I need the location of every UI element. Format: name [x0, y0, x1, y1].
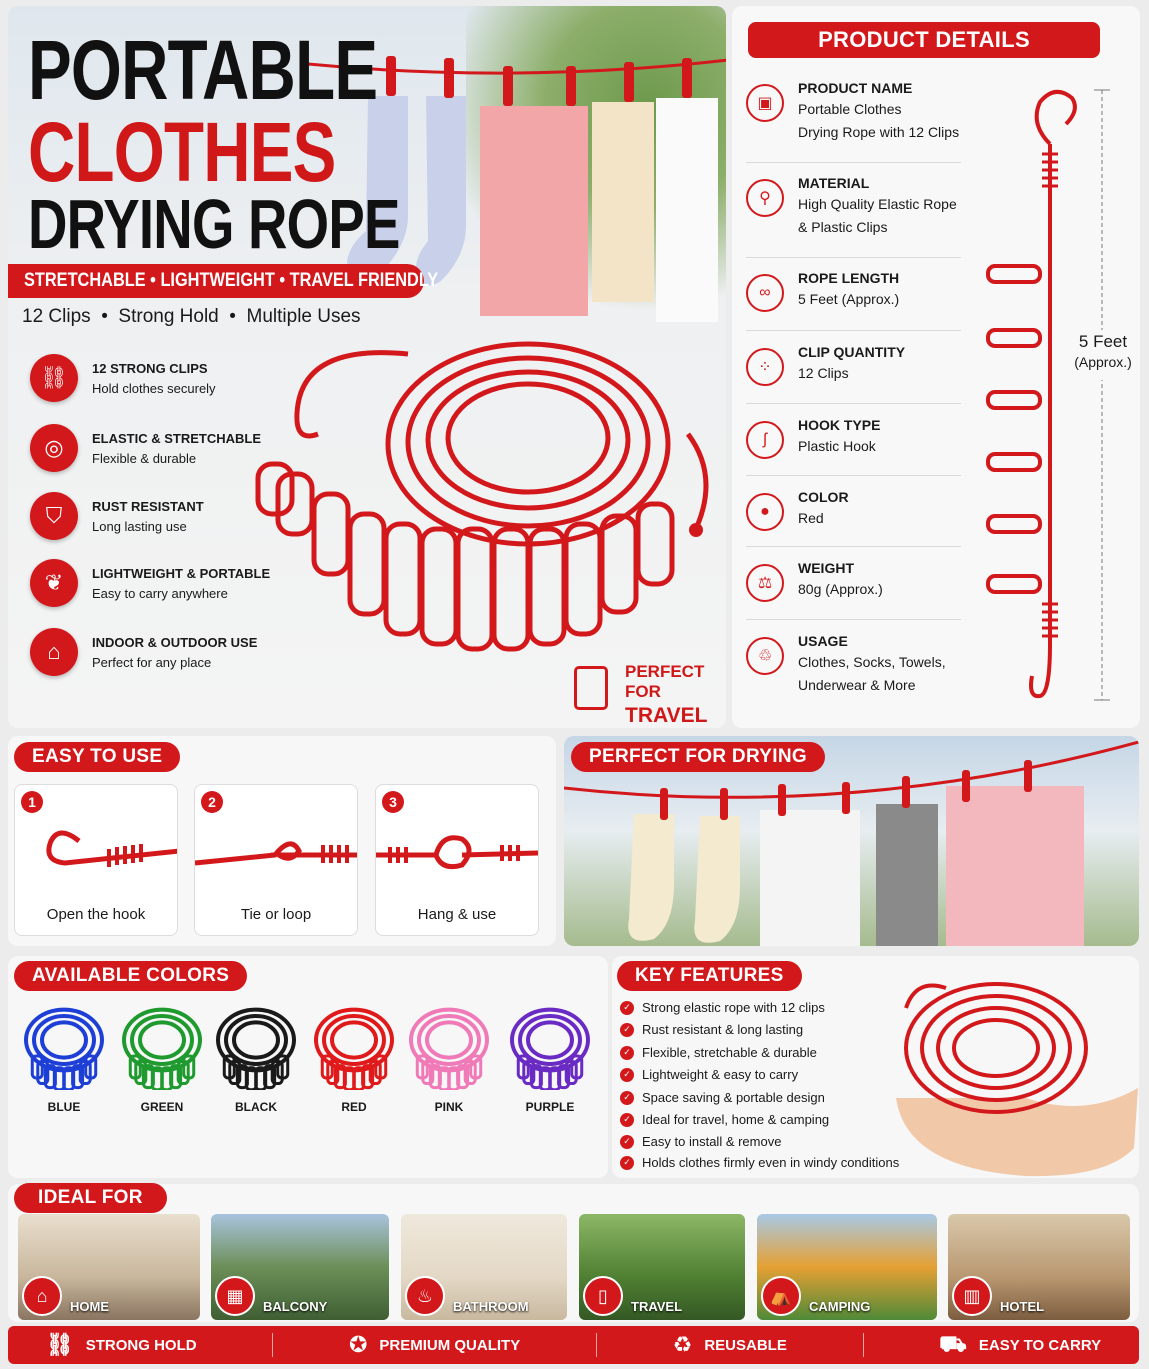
- key-feature-text: Strong elastic rope with 12 clips: [642, 1000, 825, 1015]
- check-icon: ✓: [620, 1135, 634, 1149]
- divider: [746, 546, 961, 547]
- key-feature-text: Space saving & portable design: [642, 1090, 825, 1105]
- feature-item: [30, 559, 270, 607]
- detail-value: 5 Feet (Approx.): [798, 291, 900, 307]
- hero-banner: [8, 264, 439, 298]
- key-feature-item: [620, 1090, 825, 1105]
- ideal-place-camping: [757, 1214, 937, 1320]
- travel-callout-line2: TRAVEL: [625, 704, 708, 727]
- ideal-place-home: [18, 1214, 200, 1320]
- detail-label: CLIP QUANTITY: [798, 344, 906, 360]
- bathtub-icon: ♨: [405, 1276, 445, 1316]
- step-number: 2: [201, 791, 223, 813]
- link-icon: ∞: [746, 274, 784, 312]
- key-feature-item: [620, 1022, 803, 1037]
- detail-row: [746, 560, 961, 602]
- check-icon: ✓: [620, 1046, 634, 1060]
- available-colors-heading: AVAILABLE COLORS: [14, 961, 247, 991]
- hang-icon: [376, 819, 538, 879]
- hero-panel: [8, 6, 726, 728]
- step-card-1: [14, 784, 178, 936]
- footer-item: [939, 1331, 1101, 1360]
- coil-swatch: [309, 1000, 399, 1090]
- link-icon: ⛓: [30, 354, 78, 402]
- hook-icon: ʃ: [746, 421, 784, 459]
- coil-swatch: [404, 1000, 494, 1090]
- feature-desc: Long lasting use: [92, 518, 187, 534]
- luggage-icon: [574, 666, 608, 710]
- detail-row: [746, 489, 961, 531]
- detail-label: COLOR: [798, 489, 849, 505]
- footer-label: REUSABLE: [704, 1336, 787, 1354]
- feature-title: RUST RESISTANT: [92, 498, 204, 514]
- leaf-icon: ❦: [30, 559, 78, 607]
- divider: [746, 403, 961, 404]
- ideal-place-travel: [579, 1214, 745, 1320]
- rope-length-label: [1066, 332, 1140, 370]
- building-icon: ▦: [215, 1276, 255, 1316]
- key-feature-text: Rust resistant & long lasting: [642, 1022, 804, 1037]
- travel-callout: [625, 662, 726, 728]
- key-feature-text: Easy to install & remove: [642, 1134, 782, 1149]
- perfect-drying-heading: PERFECT FOR DRYING: [571, 742, 825, 772]
- ideal-place-label: BATHROOM: [453, 1299, 529, 1314]
- detail-value: 80g (Approx.): [798, 581, 883, 597]
- divider: [863, 1333, 864, 1357]
- footer-item: [46, 1332, 197, 1358]
- step-caption: Hang & use: [417, 906, 497, 923]
- detail-row: [746, 80, 961, 144]
- color-label: BLUE: [47, 1100, 81, 1114]
- detail-value: Drying Rope with 12 Clips: [798, 124, 960, 140]
- tag-icon: ▣: [746, 84, 784, 122]
- step-caption: Tie or loop: [240, 906, 312, 923]
- footer-label: STRONG HOLD: [85, 1336, 197, 1354]
- divider: [746, 257, 961, 258]
- key-feature-item: [620, 1155, 899, 1170]
- recycle-icon: ♻: [672, 1332, 693, 1357]
- key-feature-item: [620, 1045, 817, 1060]
- shield-icon: ⛉: [30, 492, 78, 540]
- feature-title: LIGHTWEIGHT & PORTABLE: [92, 565, 271, 581]
- divider: [746, 475, 961, 476]
- detail-value: 12 Clips: [798, 365, 849, 381]
- ideal-place-bathroom: [401, 1214, 567, 1320]
- ideal-place-hotel: [948, 1214, 1130, 1320]
- rope-length-label-sub: (Approx.): [1074, 354, 1132, 370]
- footer-label: PREMIUM QUALITY: [379, 1336, 521, 1354]
- detail-label: WEIGHT: [798, 560, 854, 576]
- key-feature-item: [620, 1067, 798, 1082]
- divider: [596, 1333, 597, 1357]
- medal-icon: ✪: [348, 1332, 368, 1357]
- detail-value: Underwear & More: [798, 677, 916, 693]
- footer-item: [673, 1332, 787, 1358]
- easy-to-use-heading: EASY TO USE: [14, 742, 180, 772]
- feature-item: [30, 354, 216, 402]
- detail-value: Portable Clothes: [798, 101, 902, 117]
- clips-icon: ⁘: [746, 348, 784, 386]
- coil-swatch: [19, 1000, 109, 1090]
- detail-label: ROPE LENGTH: [798, 270, 900, 286]
- check-icon: ✓: [620, 1113, 634, 1127]
- feature-desc: Flexible & durable: [92, 450, 197, 466]
- key-feature-item: [620, 1134, 781, 1149]
- color-label: PINK: [434, 1100, 464, 1114]
- key-features-heading: KEY FEATURES: [617, 961, 802, 991]
- title-line-2: CLOTHES: [28, 105, 336, 199]
- detail-row: [746, 633, 961, 697]
- color-option-blue: [16, 1000, 112, 1114]
- step-card-3: [375, 784, 539, 936]
- detail-value: Plastic Hook: [798, 438, 876, 454]
- detail-value: Clothes, Socks, Towels,: [798, 654, 946, 670]
- detail-label: HOOK TYPE: [798, 417, 881, 433]
- rope-length-label-main: 5 Feet: [1078, 332, 1128, 351]
- detail-label: PRODUCT NAME: [798, 80, 913, 96]
- check-icon: ✓: [620, 1001, 634, 1015]
- step-number: 3: [382, 791, 404, 813]
- color-label: PURPLE: [525, 1100, 575, 1114]
- rope-length-diagram: [980, 84, 1130, 710]
- color-icon: ●: [746, 493, 784, 531]
- detail-value: High Quality Elastic Rope: [798, 196, 957, 212]
- ideal-for-heading: IDEAL FOR: [14, 1183, 167, 1213]
- ideal-place-label: HOTEL: [1000, 1299, 1045, 1314]
- detail-row: [746, 175, 961, 239]
- home-icon: ⌂: [22, 1276, 62, 1316]
- loop-icon: [195, 815, 357, 875]
- footer-bar: [8, 1326, 1139, 1364]
- tent-icon: ⛺: [761, 1276, 801, 1316]
- detail-label: MATERIAL: [798, 175, 870, 191]
- step-number: 1: [21, 791, 43, 813]
- detail-row: [746, 417, 961, 459]
- weight-icon: ⚖: [746, 564, 784, 602]
- key-feature-item: [620, 1112, 829, 1127]
- detail-row: [746, 270, 961, 312]
- hook-icon: [29, 821, 177, 881]
- check-icon: ✓: [620, 1023, 634, 1037]
- ideal-place-label: CAMPING: [809, 1299, 871, 1314]
- feature-desc: Hold clothes securely: [92, 380, 216, 396]
- feature-item: [30, 628, 257, 676]
- footer-label: EASY TO CARRY: [978, 1336, 1102, 1354]
- color-option-green: [114, 1000, 210, 1114]
- check-icon: ✓: [620, 1156, 634, 1170]
- house-icon: ⌂: [30, 628, 78, 676]
- hand-holding-rope-image: [886, 968, 1138, 1178]
- coil-icon: ◎: [30, 424, 78, 472]
- rope-icon: ⚲: [746, 179, 784, 217]
- feature-item: [30, 424, 261, 472]
- coil-swatch: [211, 1000, 301, 1090]
- coiled-rope-product-image: [248, 324, 718, 674]
- bag-icon: ⛟: [939, 1330, 967, 1356]
- key-feature-item: [620, 1000, 825, 1015]
- detail-row: [746, 344, 961, 386]
- check-icon: ✓: [620, 1091, 634, 1105]
- hotel-icon: ▥: [952, 1276, 992, 1316]
- color-label: GREEN: [140, 1100, 184, 1114]
- ideal-place-label: HOME: [70, 1299, 109, 1314]
- color-label: RED: [341, 1100, 367, 1114]
- travel-callout-line1: PERFECT FOR: [625, 662, 705, 701]
- feature-item: [30, 492, 204, 540]
- divider: [746, 162, 961, 163]
- step-card-2: [194, 784, 358, 936]
- usage-icon: ♲: [746, 637, 784, 675]
- detail-label: USAGE: [798, 633, 848, 649]
- ideal-place-label: TRAVEL: [631, 1299, 683, 1314]
- title-line-1: PORTABLE: [28, 23, 378, 117]
- product-details-heading: PRODUCT DETAILS: [748, 22, 1100, 58]
- divider: [272, 1333, 273, 1357]
- feature-desc: Perfect for any place: [92, 654, 212, 670]
- key-feature-text: Ideal for travel, home & camping: [642, 1112, 830, 1127]
- key-feature-text: Flexible, stretchable & durable: [642, 1045, 817, 1060]
- detail-value: & Plastic Clips: [798, 219, 888, 235]
- key-feature-text: Lightweight & easy to carry: [642, 1067, 799, 1082]
- divider: [746, 619, 961, 620]
- key-feature-text: Holds clothes firmly even in windy conditions: [642, 1155, 900, 1170]
- divider: [746, 330, 961, 331]
- footer-item: [349, 1332, 520, 1358]
- feature-title: INDOOR & OUTDOOR USE: [92, 634, 258, 650]
- color-option-pink: [401, 1000, 497, 1114]
- step-caption: Open the hook: [46, 906, 146, 923]
- color-option-purple: [502, 1000, 598, 1114]
- feature-title: ELASTIC & STRETCHABLE: [92, 430, 261, 446]
- detail-value: Red: [798, 510, 824, 526]
- feature-desc: Easy to carry anywhere: [92, 585, 228, 601]
- title-line-3: DRYING ROPE: [28, 185, 400, 263]
- luggage-icon: ▯: [583, 1276, 623, 1316]
- check-icon: ✓: [620, 1068, 634, 1082]
- ideal-place-balcony: [211, 1214, 389, 1320]
- hero-subline: 12 Clips • Strong Hold • Multiple Uses: [22, 306, 361, 327]
- hero-banner-text: STRETCHABLE • LIGHTWEIGHT • TRAVEL FRIENDLY: [24, 270, 439, 291]
- link-icon: ⛓: [45, 1332, 74, 1357]
- feature-title: 12 STRONG CLIPS: [92, 360, 208, 376]
- ideal-place-label: BALCONY: [263, 1299, 328, 1314]
- coil-swatch: [117, 1000, 207, 1090]
- color-option-black: [208, 1000, 304, 1114]
- coil-swatch: [505, 1000, 595, 1090]
- color-label: BLACK: [235, 1100, 277, 1114]
- color-option-red: [306, 1000, 402, 1114]
